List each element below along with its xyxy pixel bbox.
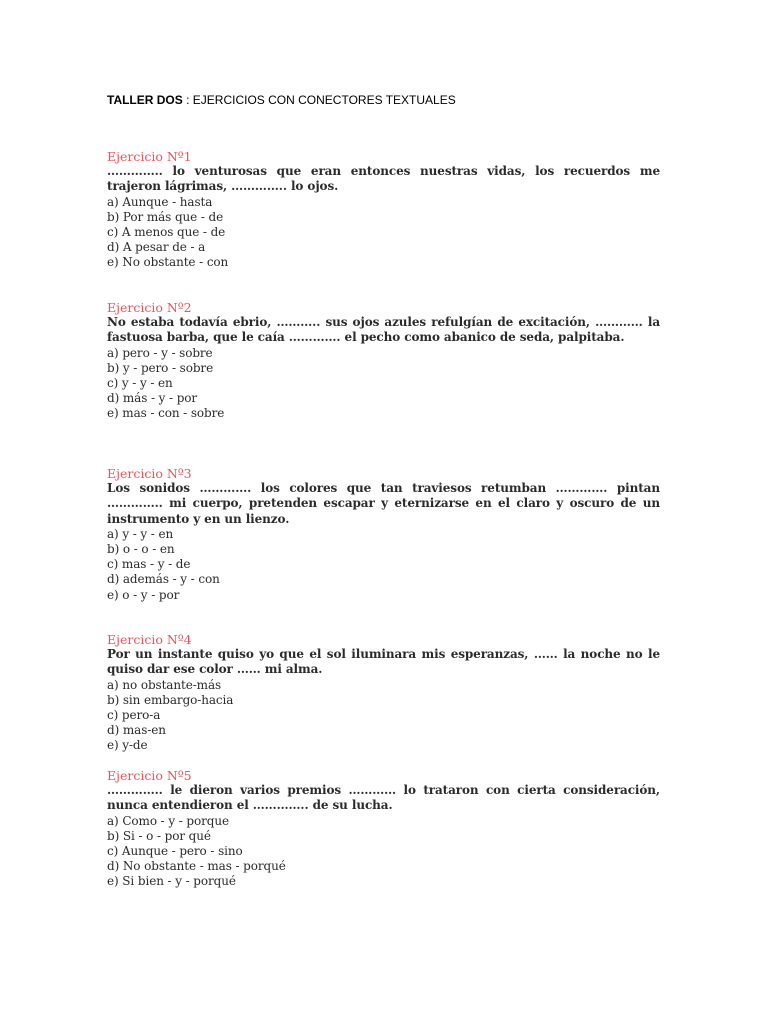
option-b: b) Por más que - de (107, 209, 224, 224)
document-title (107, 92, 456, 108)
exercise-1 (107, 149, 660, 271)
option-e: e) o - y - por (107, 587, 180, 602)
exercise-heading: Ejercicio Nº1 (107, 149, 192, 164)
option-a: a) y - y - en (107, 526, 174, 541)
option-c: c) Aunque - pero - sino (107, 844, 243, 859)
exercise-question: Los sonidos …………. los colores que tan traviesos retumban …………. pintan ………….. mi cuerpo, pretenden escapar y eternizarse en el claro y oscuro de un instrumento y en un lienzo. (107, 481, 660, 526)
option-b: b) o - o - en (107, 542, 175, 557)
exercise-heading: Ejercicio Nº3 (107, 466, 192, 481)
option-a: a) no obstante-más (107, 677, 222, 692)
options-list (107, 346, 660, 422)
options-list (107, 814, 660, 890)
option-d: d) No obstante - mas - porqué (107, 859, 286, 874)
exercise-heading: Ejercicio Nº5 (107, 768, 192, 783)
options-list (107, 195, 660, 271)
exercise-question: No estaba todavía ebrio, ……….. sus ojos azules refulgían de excitación, ………… la fastuosa barba, que le caía …………. el pecho como abanico de seda, palpitaba. (107, 315, 660, 345)
option-e: e) Si bien - y - porqué (107, 874, 236, 889)
exercise-3 (107, 466, 660, 603)
exercise-heading: Ejercicio Nº4 (107, 632, 192, 647)
option-d: d) además - y - con (107, 572, 220, 587)
option-c: c) A menos que - de (107, 225, 226, 240)
option-c: c) y - y - en (107, 376, 173, 391)
option-c: c) pero-a (107, 708, 161, 723)
options-list (107, 678, 660, 754)
option-e: e) y-de (107, 738, 148, 753)
exercise-question: Por un instante quiso yo que el sol iluminara mis esperanzas, …… la noche no le quiso dar ese color …… mi alma. (107, 647, 660, 677)
options-list (107, 527, 660, 603)
option-e: e) No obstante - con (107, 255, 229, 270)
exercise-heading: Ejercicio Nº2 (107, 300, 192, 315)
exercise-question: ………….. lo venturosas que eran entonces nuestras vidas, los recuerdos me trajeron lágrimas, ………….. lo ojos. (107, 164, 660, 194)
option-c: c) mas - y - de (107, 557, 191, 572)
exercise-2 (107, 300, 660, 422)
option-d: d) mas-en (107, 723, 166, 738)
exercise-question: ………….. le dieron varios premios ………… lo trataron con cierta consideración, nunca entendieron el ………….. de su lucha. (107, 783, 660, 813)
option-a: a) pero - y - sobre (107, 345, 213, 360)
exercise-5 (107, 768, 660, 890)
option-a: a) Aunque - hasta (107, 194, 213, 209)
document-title-bold: TALLER DOS (107, 93, 183, 107)
option-b: b) sin embargo-hacia (107, 692, 234, 707)
option-b: b) Si - o - por qué (107, 828, 211, 843)
exercise-4 (107, 632, 660, 754)
option-e: e) mas - con - sobre (107, 406, 225, 421)
option-d: d) A pesar de - a (107, 240, 206, 255)
option-b: b) y - pero - sobre (107, 360, 214, 375)
option-d: d) más - y - por (107, 391, 198, 406)
option-a: a) Como - y - porque (107, 813, 229, 828)
document-title-rest: : EJERCICIOS CON CONECTORES TEXTUALES (182, 93, 456, 107)
